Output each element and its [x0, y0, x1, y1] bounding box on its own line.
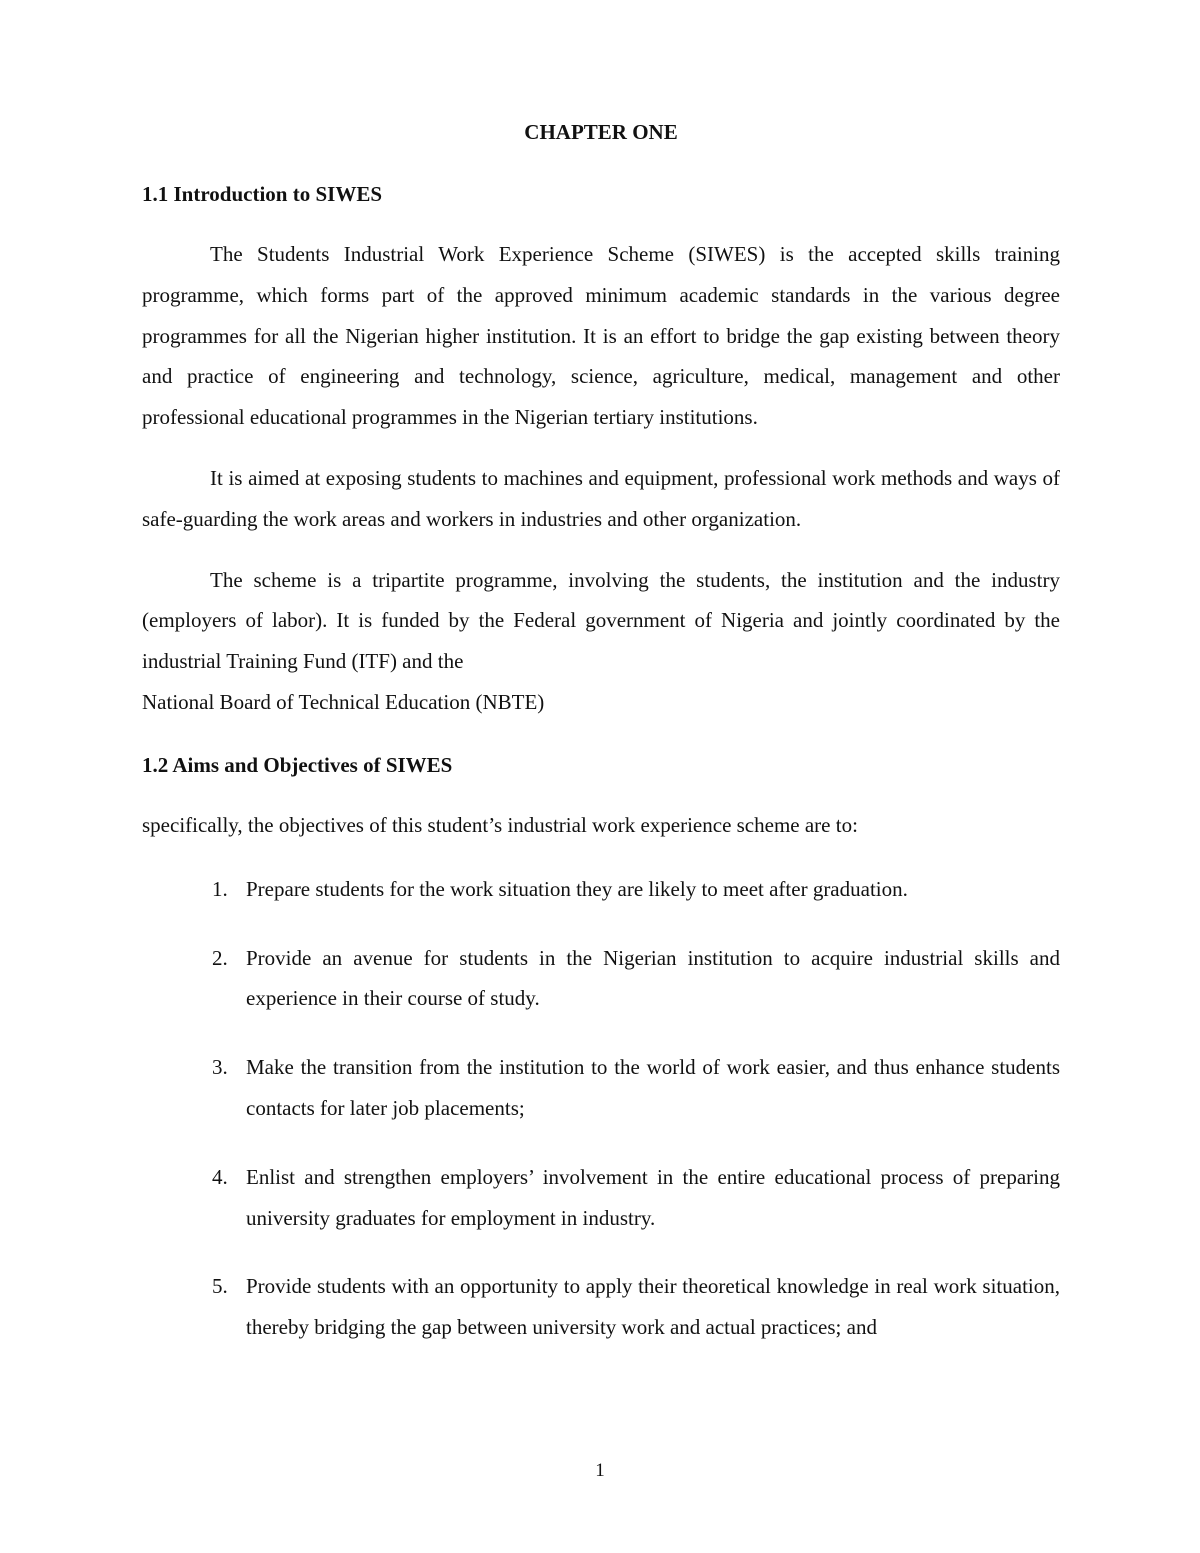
page-number: 1: [595, 1460, 605, 1481]
list-item-text: Provide an avenue for students in the Nigerian institution to acquire industrial skills and experience in their course of study.: [246, 945, 1060, 1011]
paragraph-continuation: National Board of Technical Education (NBTE): [142, 689, 545, 714]
list-item-text: Prepare students for the work situation they are likely to meet after graduation.: [246, 876, 908, 901]
page-content: [142, 112, 1060, 1376]
list-item-text: Provide students with an opportunity to apply their theoretical knowledge in real work situation, thereby bridging the gap between university work and actual practices; and: [246, 1274, 1060, 1340]
chapter-title: CHAPTER ONE: [524, 120, 678, 144]
objectives-intro: specifically, the objectives of this student’s industrial work experience scheme are to:: [142, 812, 858, 837]
objectives-list: [142, 869, 1060, 1348]
list-item: [142, 869, 1060, 910]
list-item-number: 2.: [212, 945, 228, 970]
list-item: [142, 1047, 1060, 1129]
paragraph-scheme: The scheme is a tripartite programme, involving the students, the institution and the industry (employers of labor). It is funded by the Federal government of Nigeria and jointly coordinated by the industrial Training Fund (ITF) and the: [142, 567, 1060, 674]
paragraph-aim: It is aimed at exposing students to machines and equipment, professional work methods and ways of safe-guarding the work areas and workers in industries and other organization.: [142, 465, 1060, 531]
list-item-number: 1.: [212, 876, 228, 901]
section-heading-objectives: 1.2 Aims and Objectives of SIWES: [142, 752, 453, 777]
list-item: [142, 1157, 1060, 1239]
list-item: [142, 938, 1060, 1020]
list-item-text: Enlist and strengthen employers’ involvement in the entire educational process of preparing university graduates for employment in industry.: [246, 1164, 1060, 1230]
list-item-number: 5.: [212, 1274, 228, 1299]
paragraph-introduction: The Students Industrial Work Experience Scheme (SIWES) is the accepted skills training programme, which forms part of the approved minimum academic standards in the various degree programmes for all the Nigerian higher institution. It is an effort to bridge the gap existing between theory and practice of engineering and technology, science, agriculture, medical, management and other professional educational programmes in the Nigerian tertiary institutions.: [142, 242, 1060, 430]
list-item-number: 4.: [212, 1164, 228, 1189]
list-item: [142, 1266, 1060, 1348]
list-item-text: Make the transition from the institution to the world of work easier, and thus enhance students contacts for later job placements;: [246, 1055, 1060, 1120]
list-item-number: 3.: [212, 1055, 228, 1080]
section-heading-introduction: 1.1 Introduction to SIWES: [142, 182, 383, 206]
